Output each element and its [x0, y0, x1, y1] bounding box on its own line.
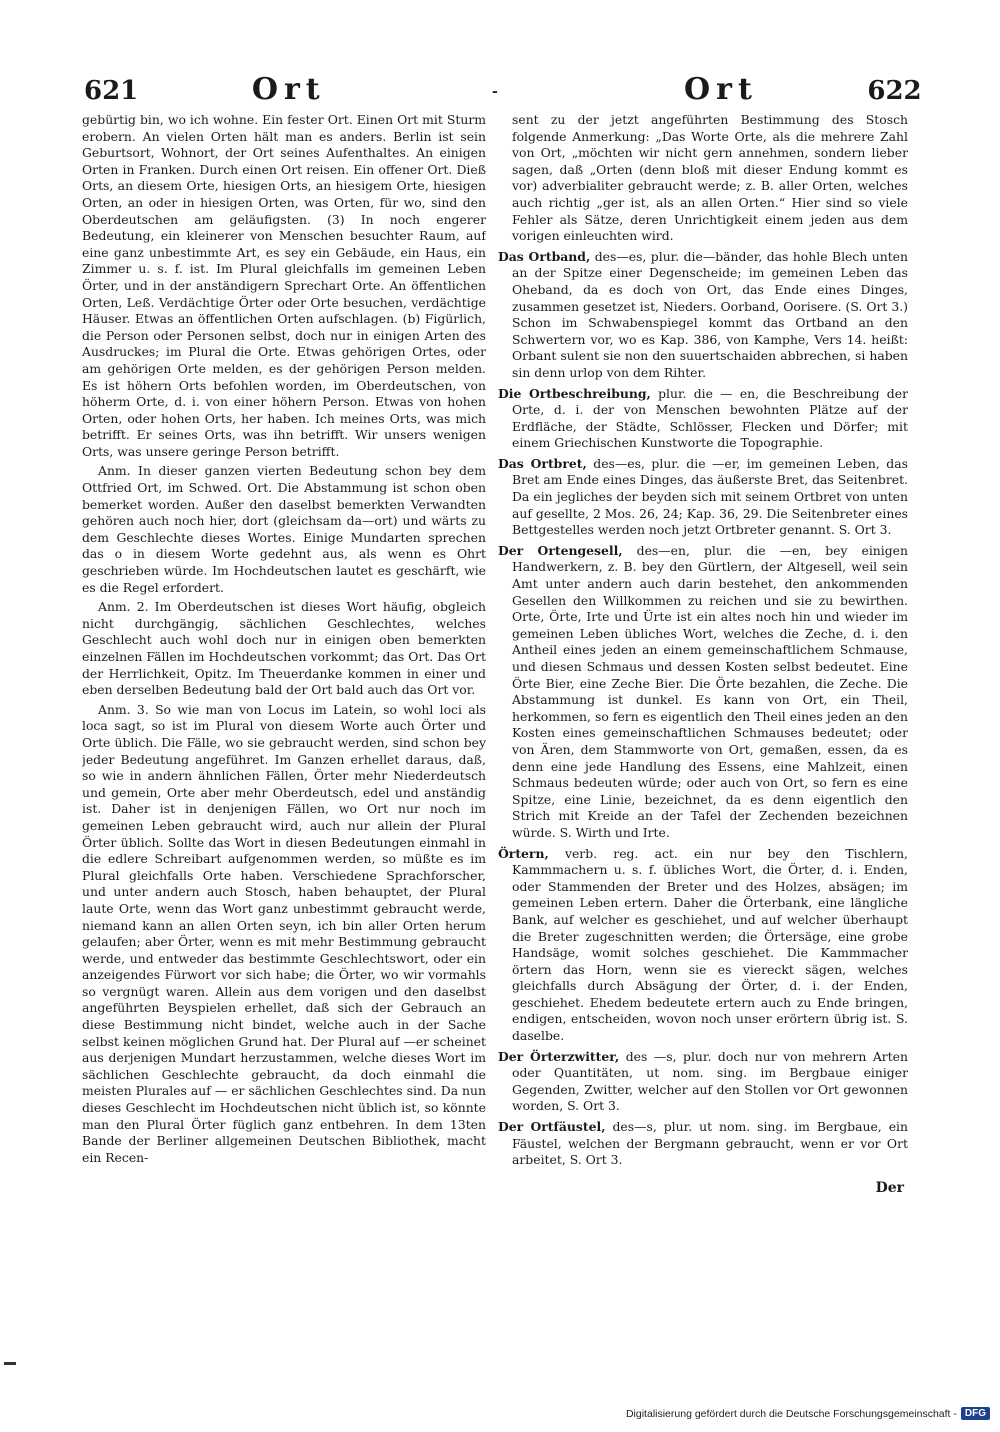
entry-lemma: Der Ortfäustel, [498, 1119, 606, 1135]
left-headword: Ort [251, 72, 326, 107]
entry-lemma: Das Ortband, [498, 248, 591, 264]
footer-text: Digitalisierung gefördert durch die Deutsche Forschungsgemeinschaft - [625, 1407, 957, 1420]
dfg-logo: DFG [961, 1407, 990, 1420]
right-column [498, 112, 908, 1178]
dictionary-entry [498, 249, 908, 382]
left-page-number: 621 [84, 76, 139, 106]
scan-margin-mark [4, 1362, 16, 1365]
entry-text: des —s, plur. doch nur von mehrern Arten oder Quantitäten, ut nom. sing. im Bergbaue einiger Gegenden, Zwitter, welcher auf den Stollen vor Ort gewonnen worden, S. Ort 3. [512, 1048, 908, 1114]
entry-lemma: Das Ortbret, [498, 455, 587, 471]
dictionary-entry [498, 543, 908, 842]
entry-lemma: Örtern, [498, 845, 549, 861]
entry-text: des—en, plur. die —en, bey einigen Handwerkern, z. B. bey den Gürtlern, der Altgesell, weil sein Amt unter andern auch darin bestehet, den ankommenden Gesellen den Willkommen zu reichen und sie zu bewirthen. Orte, Örte, Irte und Ürte ist ein altes noch hin und wieder im gemeinen Leben übliches Wort, welches die Zeche, d. i. den Antheil eines jeden an einem gemeinschaftlichem Schmause, und diesen Schmaus und dessen Kosten selbst bedeutet. Eine Örte Bier, eine Zeche Bier. Die Örte bezahlen, die Zeche. Die Abstammung ist dunkel. Es kann von Ort, ein Theil, herkommen, so fern es eigentlich den Theil eines jeden an den Kosten eines gemeinschaftlichen Schmauses bedeutet; oder von Ären, dem Stammworte von Ort, gemaßen, essen, da es denn eine jede Handlung des Essens, eine Mahlzeit, einen Schmaus bedeuten würde; oder auch von Ort, so fern es eine Spitze, eine Linie, bezeichnet, da es denn eigentlich den Strich mit Kreide an der Tafel der Zechenden bezeichnen würde. S. Wirth und Irte. [512, 542, 908, 840]
entry-lemma: Der Ortengesell, [498, 542, 623, 558]
entry-text: des—s, plur. ut nom. sing. im Bergbaue, ein Fäustel, welchen der Bergmann gebraucht, wenn er vor Ort arbeitet, S. Ort 3. [512, 1119, 908, 1168]
header-separator: - [492, 84, 498, 100]
catchword: Der [875, 1180, 904, 1196]
right-page-number: 622 [867, 76, 922, 106]
dictionary-entry [498, 846, 908, 1045]
header-left [84, 72, 326, 107]
entry-lemma: Die Ortbeschreibung, [498, 385, 651, 401]
header-right [684, 72, 922, 107]
left-paragraph: Anm. 3. So wie man von Locus im Latein, so wohl loci als loca sagt, so ist im Plural von diesem Worte auch Örter und Orte üblich. Die Fälle, wo sie gebraucht werden, sind schon bey jeder Bedeutung angeführet. Im Ganzen erhellet daraus, daß, so wie in andern ähnlichen Fällen, Örter mehr Niederdeutsch und gemein, Orte aber mehr Oberdeutsch, edel und anständig ist. Daher ist in denjenigen Fällen, wo Ort nur noch im gemeinen Leben gebraucht wird, auch nur allein der Plural Örter üblich. Sollte das Wort in diesen Bedeutungen einmahl in die edlere Schreibart aufgenommen werden, so müßte es im Plural gleichfalls Orte haben. Verschiedene Sprachforscher, und unter andern auch Stosch, haben behauptet, der Plural laute Orte, wenn das Wort ganz unbestimmt gebraucht werde, niemand kann an allen Orten seyn, ich bin aller Orten herum gelaufen; aber Örter, wenn es mit mehr Bestimmung gebraucht werde, und entweder das bestimmte Geschlechtswort, oder ein anzeigendes Fürwort vor sich habe; die Örter, wo wir vormahls so vergnügt waren. Allein aus dem vorigen und den daselbst angeführten Beyspielen erhellet, daß sich der Gebrauch an diese Bestimmung nicht bindet, welche auch in der Sache selbst keinen möglichen Grund hat. Der Plural auf —er scheinet aus derjenigen Mundart herzustammen, welche dieses Wort im sächlichen Geschlechte gebraucht, da doch einmahl die meisten Plurales auf — er sächlichen Geschlechtes sind. Da nun dieses Geschlecht im Hochdeutschen nicht üblich ist, so könnte man den Plural Örter füglich ganz entbehren. In dem 13ten Bande der Berliner allgemeinen Deutschen Bibliothek, macht ein Recen- [82, 701, 486, 1165]
left-paragraph: Anm. In dieser ganzen vierten Bedeutung schon bey dem Ottfried Ort, im Schwed. Ort. Die Abstammung ist schon oben bemerket worden. Außer den daselbst bemerkten Verwandten gehören auch noch hier, dort (gleichsam da—ort) und wärts zu dem Geschlechte dieses Wortes. Einige Mundarten sprechen das o in diesem Worte gedehnt aus, als wenn es Ohrt geschrieben würde. Im Hochdeutschen lautet es geschärft, wie es die Regel erfordert. [82, 463, 486, 595]
dictionary-entry [498, 456, 908, 539]
dictionary-entry [498, 386, 908, 452]
entry-text: des—es, plur. die —er, im gemeinen Leben, das Bret am Ende eines Dinges, das äußerste Bret, das Seitenbret. Da ein jegliches der beyden sich mit seinem Ortbret von unten auf gesellte, 2 Mos. 26, 24; Kap. 36, 29. Die Seitenbreter eines Bettgestelles werden noch jetzt Ortbreter genannt. S. Ort 3. [512, 455, 908, 538]
entry-text: sent zu der jetzt angeführten Bestimmung des Stosch folgende Anmerkung: „Das Worte Orte, als die mehrere Zahl von Ort, „möchten wir nicht gern annehmen, sondern lieber sagen, daß „Orten (denn bloß mit dieser Endung kommt es vor) adverbialiter gebraucht werde; z. B. aller Orten, welches auch richtig „ger ist, als an allen Orten.“ Hier sind so viele Fehler als Sätze, deren Unrichtigkeit einem jeden aus dem vorigen einleuchten wird. [512, 112, 908, 244]
dictionary-entry [498, 1119, 908, 1169]
entry-lemma: Der Örterzwitter, [498, 1048, 620, 1064]
left-paragraph: Anm. 2. Im Oberdeutschen ist dieses Wort häufig, obgleich nicht durchgängig, sächlichen Geschlechtes, welches Geschlecht auch wohl doch nur in einigen oben bemerkten einzelnen Fällen im Hochdeutschen vorkommt; das Ort. Das Ort der Herrlichkeit, Opitz. Im Theuerdanke kommen in einer und eben derselben Bedeutung bald der Ort bald auch das Ort vor. [82, 599, 486, 698]
dictionary-entry [498, 112, 908, 245]
left-paragraph: gebürtig bin, wo ich wohne. Ein fester Ort. Einen Ort mit Sturm erobern. An vielen Orten hält man es anders. Berlin ist sein Geburtsort, Wohnort, der Ort seines Aufenthaltes. An einigen Orten in Franken. Durch einen Ort reisen. Ein offener Ort. Dieß Orts, an diesem Orte, hiesigen Orts, an hiesigem Orte, hiesigen Orten, an oder in hiesigen Orten, was Orten, für wo, sind den Oberdeutschen am geläufigsten. (3) In noch engerer Bedeutung, ein kleinerer von Menschen besuchter Raum, auf eine ganz unbestimmte Art, es sey ein Gebäude, ein Haus, ein Zimmer u. s. f. ist. Im Plural gleichfalls im gemeinen Leben Örter, und in der anständigern Sprechart Orte. An öffentlichen Orten, Leß. Verdächtige Örter oder Orte besuchen, verdächtige Häuser. Etwas an öffentlichen Orten aufschlagen. (b) Figürlich, die Person oder Personen selbst, doch nur in einigen Arten des Ausdruckes; im Plural die Orte. Etwas gehörigen Ortes, oder am gehörigen Orte melden, es der gehörigen Person melden. Es ist höhern Orts befohlen worden, im Oberdeutschen, von höherm Orte, d. i. von einer höhern Person. Etwas von hohen Orten, oder hohen Orts, her haben. Ich meines Orts, was mich betrifft. Er seines Orts, was ihn betrifft. Wir unsers wenigen Orts, was unsere geringe Person betrifft. [82, 112, 486, 459]
digitization-footer [626, 1407, 990, 1420]
entry-text: verb. reg. act. ein nur bey den Tischlern, Kammmachern u. s. f. übliches Wort, die Örter, d. i. Enden, oder Stammenden der Breter und des Holzes, absägen; im gemeinen Leben ertern. Daher die Örterbank, eine längliche Bank, auf welcher es geschiehet, und auf welcher überhaupt die Breter zugeschnitten werden; die Örtersäge, eine grobe Handsäge, womit solches geschiehet. Die Kammmacher örtern das Horn, wenn sie es viereckt sägen, welches gleichfalls durch Absägung der Örter, d. i. der Enden, geschiehet. Ehedem bedeutete ertern auch zu Ende bringen, endigen, entscheiden, wovon noch unser erörtern übrig ist. S. daselbe. [512, 845, 908, 1044]
entry-text: des—es, plur. die—bänder, das hohle Blech unten an der Spitze einer Degenscheide; im gemeinen Leben das Oheband, da es doch von Ort, das Ende eines Dinges, zusammen gesetzet ist, Nieders. Oorband, Oorisere. (S. Ort 3.) Schon im Schwabenspiegel kommt das Ortband an den Schwertern vor, wo es Kap. 386, von Kamphe, Vers 14. heißt: Orbant sulent sie non den suuertschaiden abbrechen, si haben sin denn urlop von dem Rihter. [512, 248, 908, 380]
left-column [82, 112, 486, 1198]
entry-text: plur. die — en, die Beschreibung der Orte, d. i. der von Menschen bewohnten Plätze auf der Erdfläche, der Städte, Schlösser, Flecken und Dörfer; mit einem Griechischen Kunstworte die Topographie. [512, 385, 908, 451]
dictionary-entry [498, 1049, 908, 1115]
right-headword: Ort [684, 72, 758, 107]
